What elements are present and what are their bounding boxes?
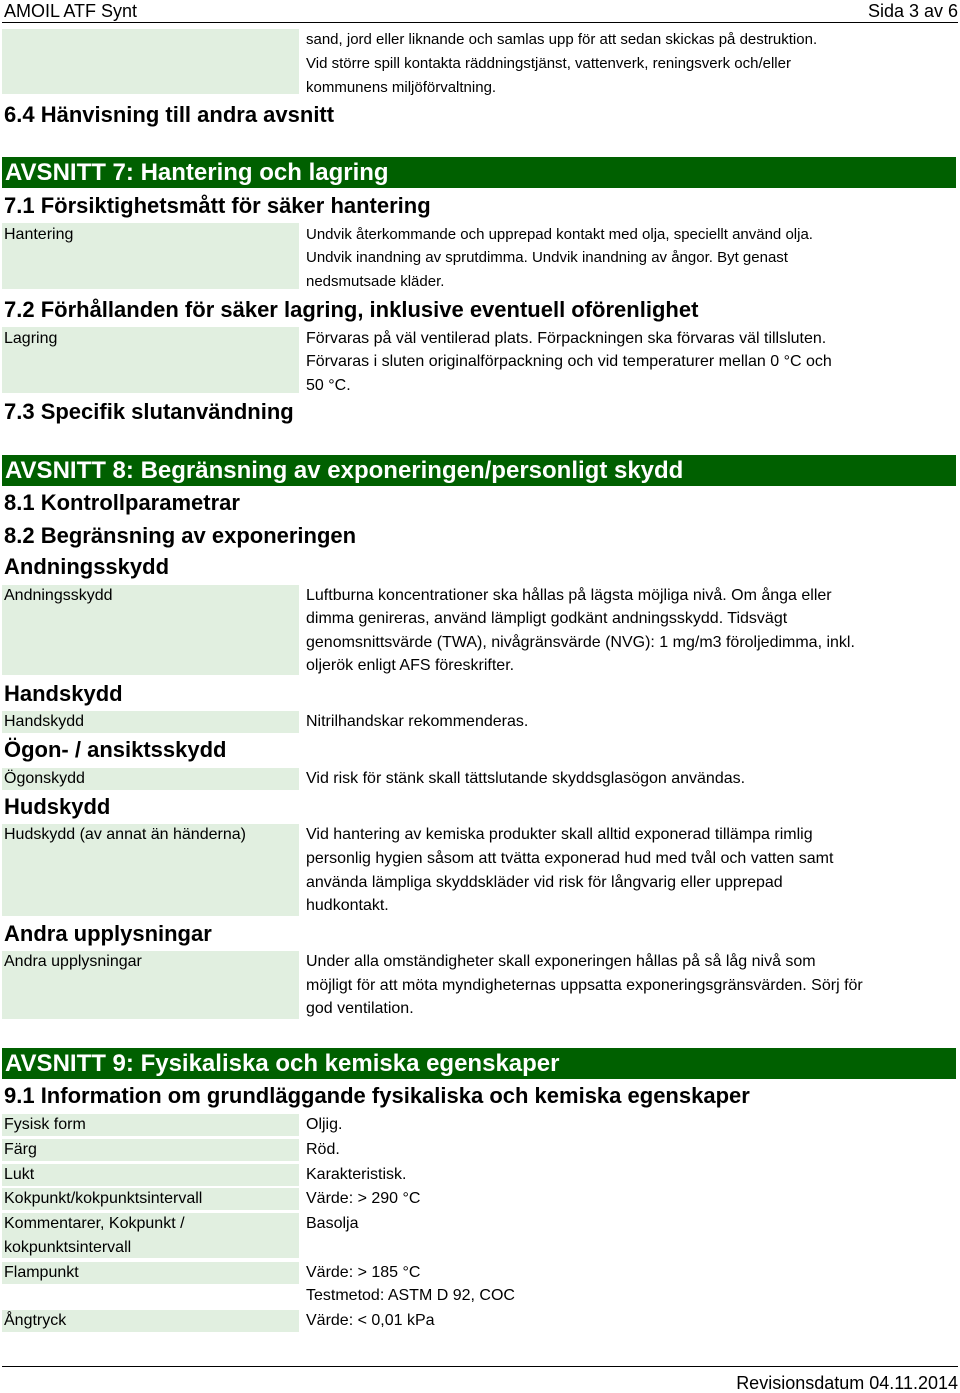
skin-protection-line-1: Vid hantering av kemiska produkter skall alltid exponerad tillämpa rimlig	[306, 826, 813, 843]
respiratory-heading: Andningsskydd	[4, 554, 170, 579]
respiratory-line-4: oljerök enligt AFS föreskrifter.	[306, 657, 515, 674]
section6-line-3: kommunens miljöförvaltning.	[306, 79, 497, 96]
property-value: Testmetod: ASTM D 92, COC	[306, 1287, 515, 1304]
section-7-band	[2, 157, 956, 188]
subsection-8-2-heading: 8.2 Begränsning av exponeringen	[4, 523, 357, 548]
respiratory-label: Andningsskydd	[4, 587, 113, 604]
hand-protection-heading: Handskydd	[4, 681, 123, 706]
document-title: AMOIL ATF Synt	[4, 1, 138, 21]
section-7-title: AVSNITT 7: Hantering och lagring	[5, 159, 389, 186]
skin-protection-line-2: personlig hygien såsom att tvätta exponerad hud med tvål och vatten samt	[306, 850, 834, 867]
property-label: Flampunkt	[4, 1264, 79, 1281]
property-value: Värde: > 290 °C	[306, 1190, 421, 1207]
property-value: Karakteristisk.	[306, 1166, 407, 1183]
header-rule	[2, 22, 958, 23]
revision-date: Revisionsdatum 04.11.2014	[736, 1373, 958, 1393]
eye-protection-heading: Ögon- / ansiktsskydd	[4, 737, 227, 762]
other-info-line-2: möjligt för att möta myndigheternas uppsatta exponeringsgränsvärden. Sörj för	[306, 977, 863, 994]
section-9-title: AVSNITT 9: Fysikaliska och kemiska egenskaper	[5, 1050, 560, 1077]
storage-label: Lagring	[4, 330, 58, 347]
property-value: Värde: < 0,01 kPa	[306, 1312, 435, 1329]
subsection-7-3-heading: 7.3 Specifik slutanvändning	[4, 399, 294, 424]
skin-protection-heading: Hudskydd	[4, 794, 111, 819]
eye-protection-value: Vid risk för stänk skall tättslutande skyddsglasögon användas.	[306, 770, 746, 787]
other-info-heading: Andra upplysningar	[4, 921, 212, 946]
other-info-line-3: god ventilation.	[306, 1000, 414, 1017]
skin-protection-line-4: hudkontakt.	[306, 897, 389, 914]
handling-line-1: Undvik återkommande och upprepad kontakt med olja, speciellt använd olja.	[306, 226, 813, 243]
property-label: Kokpunkt/kokpunktsintervall	[4, 1190, 203, 1207]
section-8-title: AVSNITT 8: Begränsning av exponeringen/personligt skydd	[5, 457, 684, 484]
page-indicator: Sida 3 av 6	[867, 1, 958, 21]
property-value: Oljig.	[306, 1116, 343, 1133]
property-value: Värde: > 185 °C	[306, 1264, 421, 1281]
handling-line-2: Undvik inandning av sprutdimma. Undvik inandning av ångor. Byt genast	[306, 249, 788, 266]
subsection-7-2-heading: 7.2 Förhållanden för säker lagring, inklusive eventuell oförenlighet	[4, 297, 699, 322]
respiratory-line-1: Luftburna koncentrationer ska hållas på lägsta möjliga nivå. Om ånga eller	[306, 587, 832, 604]
skin-protection-line-3: använda lämpliga skyddskläder vid risk för långvarig eller upprepad	[306, 874, 783, 891]
subsection-7-1-heading: 7.1 Försiktighetsmått för säker hantering	[4, 193, 431, 218]
property-label: Färg	[4, 1141, 37, 1158]
handling-label: Hantering	[4, 226, 74, 243]
storage-line-3: 50 °C.	[306, 377, 351, 394]
storage-line-2: Förvaras i sluten originalförpackning och vid temperaturer mellan 0 °C och	[306, 353, 832, 370]
subsection-9-1-heading: 9.1 Information om grundläggande fysikaliska och kemiska egenskaper	[4, 1083, 750, 1108]
property-value: Basolja	[306, 1215, 359, 1232]
respiratory-line-2: dimma genireras, använd lämpligt godkänt andningsskydd. Tidsvägt	[306, 610, 788, 627]
section-8-band	[2, 455, 956, 486]
handling-line-3: nedsmutsade kläder.	[306, 273, 445, 290]
hand-protection-label: Handskydd	[4, 713, 85, 730]
respiratory-line-3: genomsnittsvärde (TWA), nivågränsvärde (NVG): 1 mg/m3 föroljedimma, inkl.	[306, 634, 855, 651]
property-label: Fysisk form	[4, 1116, 86, 1133]
subsection-6-4-heading: 6.4 Hänvisning till andra avsnitt	[4, 102, 335, 127]
storage-line-1: Förvaras på väl ventilerad plats. Förpackningen ska förvaras väl tillsluten.	[306, 330, 827, 347]
other-info-line-1: Under alla omständigheter skall exponeringen hållas på så låg nivå som	[306, 953, 816, 970]
property-label: Ångtryck	[4, 1312, 67, 1329]
property-label: Lukt	[4, 1166, 35, 1183]
section-9-band	[2, 1048, 956, 1079]
eye-protection-label: Ögonskydd	[4, 770, 85, 787]
label-bg-section6	[2, 29, 299, 94]
other-info-label: Andra upplysningar	[4, 953, 142, 970]
section6-line-2: Vid större spill kontakta räddningstjänst, vattenverk, reningsverk och/eller	[306, 55, 791, 72]
property-value: Röd.	[306, 1141, 340, 1158]
property-label: Kommentarer, Kokpunkt / kokpunktsintervall	[4, 1215, 185, 1256]
subsection-8-1-heading: 8.1 Kontrollparametrar	[4, 490, 240, 515]
skin-protection-label: Hudskydd (av annat än händerna)	[4, 826, 246, 843]
hand-protection-value: Nitrilhandskar rekommenderas.	[306, 713, 529, 730]
footer-rule	[2, 1366, 958, 1367]
section6-line-1: sand, jord eller liknande och samlas upp för att sedan skickas på destruktion.	[306, 31, 818, 48]
